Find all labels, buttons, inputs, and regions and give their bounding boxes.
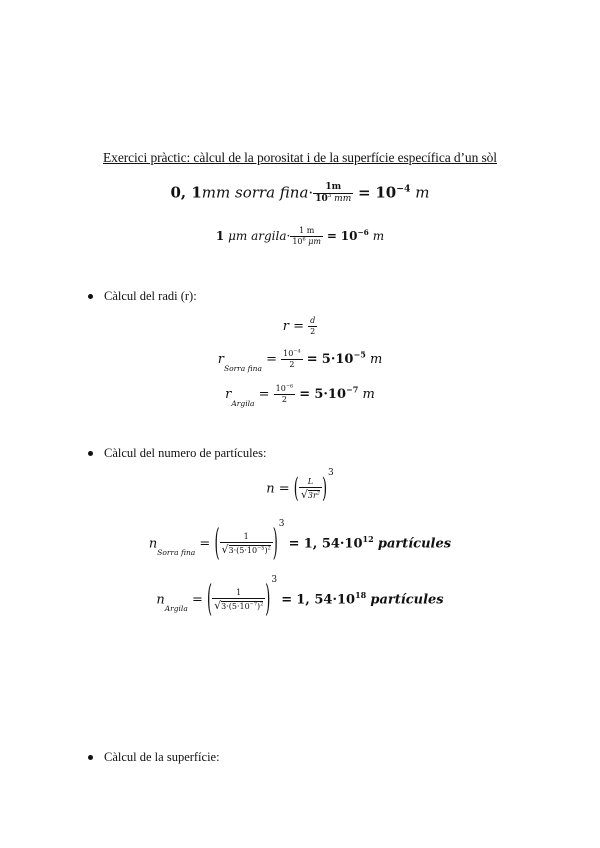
result-coefficient: 1, 54·10 xyxy=(296,592,356,608)
conversion-material: sorra fina xyxy=(235,183,309,202)
result-coefficient: 5·10 xyxy=(314,387,347,402)
result-unit: m xyxy=(372,229,385,243)
conversion-equation-sand xyxy=(0,183,600,204)
equals-sign: = xyxy=(358,183,371,202)
root-exponent: 2 xyxy=(316,490,320,497)
formula-fraction xyxy=(299,478,322,500)
fraction-denominator-exponent: 6 xyxy=(302,236,306,243)
particles-clay xyxy=(0,574,600,621)
result-exponent: 12 xyxy=(362,534,374,545)
conversion-fraction xyxy=(313,183,353,204)
result-unit: m xyxy=(369,352,383,367)
equals-sign: = xyxy=(199,536,211,552)
formula-lhs: n xyxy=(266,481,275,497)
particles-fraction xyxy=(212,589,265,611)
variable-r: r xyxy=(217,352,224,367)
bullet-label: Càlcul de la superfície: xyxy=(104,750,220,764)
variable-subscript: Sorra fina xyxy=(157,548,196,558)
fraction-denominator-unit: mm xyxy=(334,194,352,204)
result-unit: m xyxy=(415,183,430,202)
bullet-dot-icon xyxy=(88,755,93,760)
bullet-particles xyxy=(88,446,266,461)
variable-r: r xyxy=(225,387,232,402)
equals-sign: = xyxy=(293,319,304,334)
left-parenthesis: ( xyxy=(293,473,299,505)
equals-sign: = xyxy=(258,387,270,402)
formula-lhs: r xyxy=(282,319,289,334)
dot-operator: · xyxy=(286,229,291,243)
sqrt-icon: √ xyxy=(214,599,222,612)
radius-fraction xyxy=(281,350,303,369)
power-exponent: 3 xyxy=(278,518,285,529)
fraction-numerator-exponent: −6 xyxy=(285,383,294,390)
fraction-numerator: 1 m xyxy=(290,227,323,237)
equals-sign: = xyxy=(281,592,293,608)
result-base: 10 xyxy=(340,229,358,243)
fraction-numerator: 1 xyxy=(212,589,265,599)
variable-subscript: Argila xyxy=(164,604,188,614)
bullet-dot-icon xyxy=(88,294,93,299)
formula-fraction xyxy=(308,317,317,336)
root-inner-exponent: −5 xyxy=(257,545,265,552)
root-content: 3·(5·10 xyxy=(228,546,258,555)
conversion-value: 1 xyxy=(215,229,225,243)
equals-sign: = xyxy=(266,352,277,367)
root-close-paren: ) xyxy=(264,546,268,555)
conversion-equation-clay xyxy=(0,227,600,246)
sqrt-icon: √ xyxy=(221,543,229,556)
equals-sign: = xyxy=(326,229,337,243)
particles-formula xyxy=(0,467,600,505)
variable-n: n xyxy=(156,592,165,608)
fraction-numerator-exponent: −4 xyxy=(293,348,301,355)
result-exponent: −6 xyxy=(357,228,369,237)
root-content: 3r xyxy=(307,491,317,500)
result-exponent: 18 xyxy=(355,590,367,601)
conversion-value: 0, 1 xyxy=(170,183,202,202)
result-unit: m xyxy=(362,387,375,402)
fraction-denominator-base: 10 xyxy=(315,194,328,204)
fraction-denominator-unit: μm xyxy=(308,237,322,246)
root-power: 2 xyxy=(267,545,271,552)
sqrt-icon: √ xyxy=(300,488,308,501)
page-title: Exercici pràctic: càlcul de la porositat i de la superfície específica d’un sòl xyxy=(103,150,497,165)
fraction-denominator-exponent: 3 xyxy=(327,193,332,199)
bullet-label: Càlcul del numero de partícules: xyxy=(104,446,267,460)
result-base: 10 xyxy=(375,183,397,202)
radius-formula xyxy=(0,317,600,336)
right-parenthesis: ) xyxy=(321,473,328,505)
root-inner-exponent: −7 xyxy=(249,601,257,608)
power-exponent: 3 xyxy=(271,574,278,585)
equals-sign: = xyxy=(191,592,203,608)
fraction-numerator-base: 10 xyxy=(275,384,286,393)
conversion-material: argila xyxy=(251,229,287,243)
bullet-radius xyxy=(88,289,197,304)
root-content: 3·(5·10 xyxy=(221,602,250,611)
result-unit: partícules xyxy=(370,592,444,608)
fraction-numerator: L xyxy=(299,478,322,488)
radius-sand xyxy=(0,348,600,373)
fraction-numerator: 1m xyxy=(313,183,353,194)
dot-operator: · xyxy=(308,183,314,202)
right-parenthesis: ) xyxy=(265,579,271,621)
particles-sand xyxy=(0,518,600,565)
fraction-numerator: 1 xyxy=(220,533,273,543)
fraction-denominator: 2 xyxy=(281,395,287,404)
fraction-denominator: 2 xyxy=(289,360,295,369)
fraction-denominator-base: 10 xyxy=(292,237,303,246)
root-power: 2 xyxy=(260,601,264,608)
bullet-label: Càlcul del radi (r): xyxy=(104,289,197,303)
equals-sign: = xyxy=(278,481,290,497)
radius-fraction xyxy=(274,385,296,404)
particles-fraction xyxy=(220,533,273,555)
bullet-surface xyxy=(88,750,220,765)
right-parenthesis: ) xyxy=(272,523,278,565)
root-close-paren: ) xyxy=(256,602,261,611)
result-exponent: −4 xyxy=(396,183,411,195)
equals-sign: = xyxy=(299,387,311,402)
variable-n: n xyxy=(148,536,158,552)
fraction-denominator: 2 xyxy=(310,327,316,336)
fraction-numerator-base: 10 xyxy=(283,349,294,358)
equals-sign: = xyxy=(288,536,300,552)
conversion-unit: μm xyxy=(228,229,248,243)
radius-clay xyxy=(0,383,600,408)
result-coefficient: 5·10 xyxy=(321,352,354,367)
result-unit: partícules xyxy=(377,536,452,552)
conversion-fraction xyxy=(290,227,323,246)
power-exponent: 3 xyxy=(328,467,334,478)
result-exponent: −5 xyxy=(353,349,366,360)
variable-subscript: Sorra fina xyxy=(223,363,262,373)
left-parenthesis: ( xyxy=(214,523,220,565)
result-coefficient: 1, 54·10 xyxy=(303,536,363,552)
equals-sign: = xyxy=(306,352,318,367)
conversion-unit: mm xyxy=(201,183,231,202)
bullet-dot-icon xyxy=(88,451,93,456)
left-parenthesis: ( xyxy=(207,579,213,621)
result-exponent: −7 xyxy=(346,384,359,395)
variable-subscript: Argila xyxy=(231,398,255,408)
fraction-numerator: d xyxy=(310,316,316,325)
